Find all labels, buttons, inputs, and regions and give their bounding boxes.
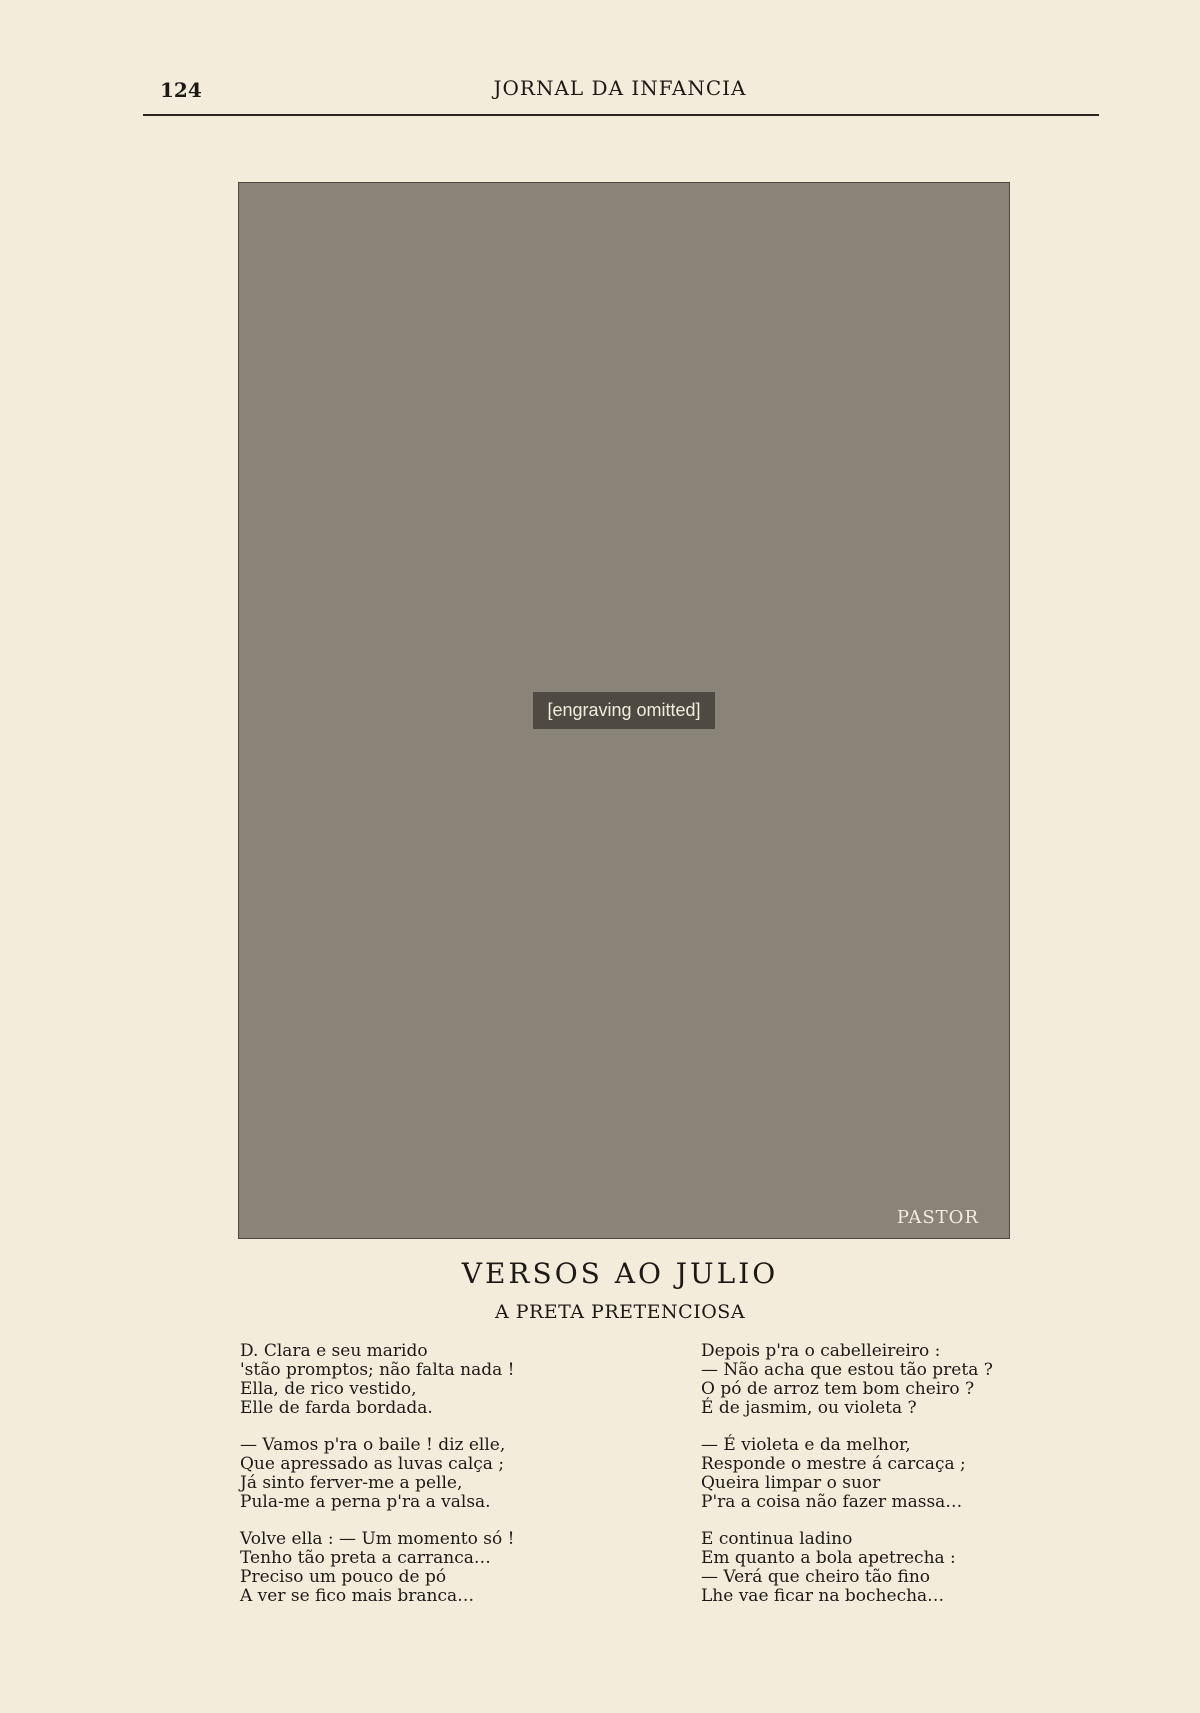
- verse-line: É de jasmim, ou violeta ?: [701, 1398, 917, 1418]
- verse-line: A ver se fico mais branca…: [240, 1586, 475, 1606]
- verse-line: D. Clara e seu marido: [240, 1341, 428, 1361]
- verse-line: — Não acha que estou tão preta ?: [701, 1360, 993, 1380]
- page-number: 124: [160, 78, 202, 102]
- verse-line: — É violeta e da melhor,: [701, 1435, 911, 1455]
- verse-line: Lhe vae ficar na bochecha…: [701, 1586, 945, 1606]
- verse-line: Que apressado as luvas calça ;: [240, 1454, 505, 1474]
- verse-line: Em quanto a bola apetrecha :: [701, 1548, 956, 1568]
- verse-line: Tenho tão preta a carranca…: [240, 1548, 491, 1568]
- poem-subtitle: A PRETA PRETENCIOSA: [494, 1301, 746, 1323]
- verse-line: O pó de arroz tem bom cheiro ?: [701, 1379, 975, 1399]
- verse-line: Depois p'ra o cabelleireiro :: [701, 1341, 941, 1361]
- verse-line: Já sinto ferver-me a pelle,: [240, 1473, 463, 1493]
- stanza: [701, 1342, 1001, 1418]
- verse-line: E continua ladino: [701, 1529, 853, 1549]
- journal-title: JORNAL DA INFANCIA: [493, 76, 747, 100]
- verse-line: — Vamos p'ra o baile ! diz elle,: [240, 1435, 506, 1455]
- poem-title: VERSOS AO JULIO: [461, 1257, 779, 1290]
- poem-column-right: [701, 1342, 1001, 1624]
- verse-line: Volve ella : — Um momento só !: [240, 1529, 515, 1549]
- verse-line: 'stão promptos; não falta nada !: [240, 1360, 515, 1380]
- stanza: [240, 1530, 540, 1606]
- stanza: [240, 1436, 540, 1512]
- verse-line: Ella, de rico vestido,: [240, 1379, 417, 1399]
- header-rule: [143, 114, 1099, 116]
- verse-line: Responde o mestre á carcaça ;: [701, 1454, 966, 1474]
- illustration-omitted-note: [engraving omitted]: [533, 692, 714, 729]
- verse-line: Queira limpar o suor: [701, 1473, 881, 1493]
- verse-line: Pula-me a perna p'ra a valsa.: [240, 1492, 491, 1512]
- stanza: [701, 1436, 1001, 1512]
- verse-line: Elle de farda bordada.: [240, 1398, 433, 1418]
- verse-line: Preciso um pouco de pó: [240, 1567, 447, 1587]
- stanza: [240, 1342, 540, 1418]
- artist-signature: PASTOR: [896, 1207, 979, 1228]
- stanza: [701, 1530, 1001, 1606]
- verse-line: — Verá que cheiro tão fino: [701, 1567, 931, 1587]
- verse-line: P'ra a coisa não fazer massa…: [701, 1492, 963, 1512]
- illustration-placeholder: [238, 182, 1010, 1239]
- poem-column-left: [240, 1342, 540, 1624]
